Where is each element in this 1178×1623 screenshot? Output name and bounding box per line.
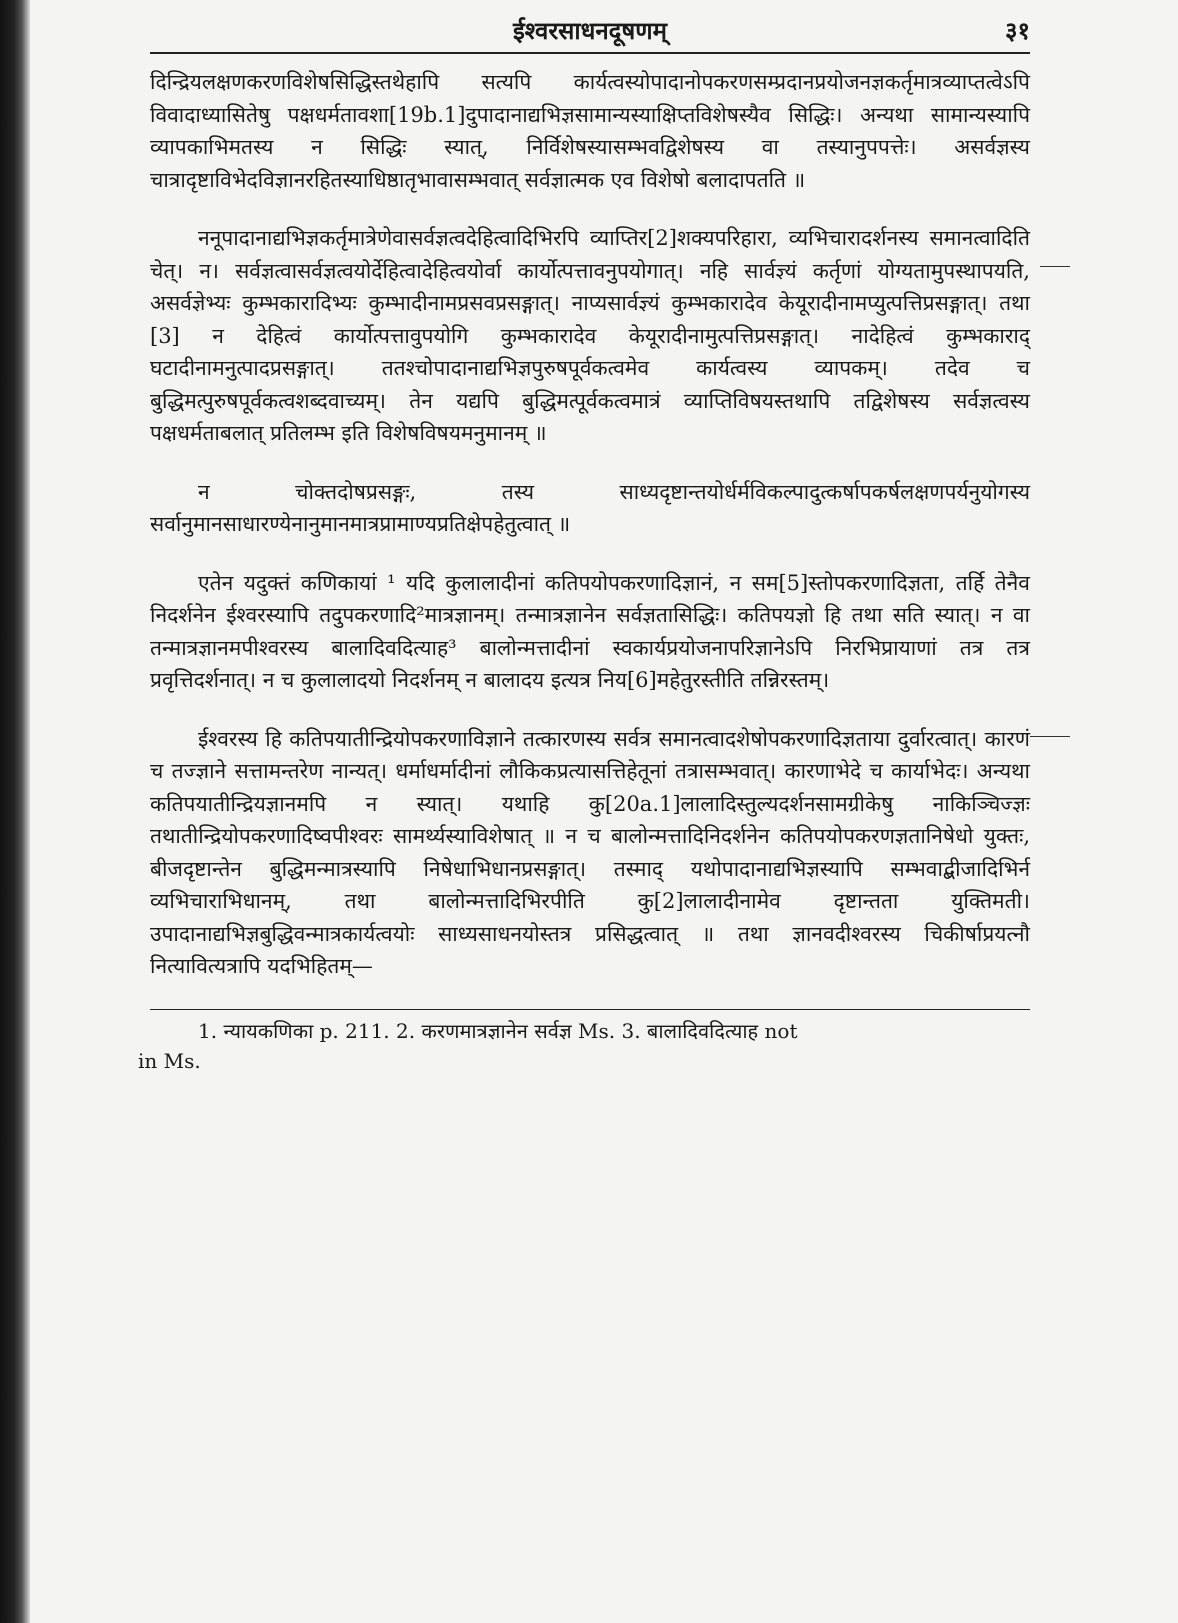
paragraph-2: ननूपादानाद्यभिज्ञकर्तृमात्रेणेवासर्वज्ञत्वदेहित्वादिभिरपि व्याप्तिर[2]शक्यपरिहारा, व्यभिचारादर्शनस्य समानत्वादिति चेत्। न। सर्वज्ञत्वासर्वज्ञत्वयोर्देहित्वादेहित्वयोर्वा कार्योत्पत्तावनुपयोगात्। नहि सार्वज्ञ्यं कर्तृणां योग्यतामुपस्थापयति, असर्वज्ञेभ्यः कुम्भकारादिभ्यः कुम्भादीनामप्रसवप्रसङ्गात्। नाप्यसार्वज्ञ्यं कुम्भकारादेव केयूरादीनामप्युत्पत्तिप्रसङ्गात्। तथा [3] न देहित्वं कार्योत्पत्तावुपयोगि कुम्भकारादेव केयूरादीनामुत्पत्तिप्रसङ्गात्। नादेहित्वं कुम्भकाराद् घटादीनामनुत्पादप्रसङ्गात्। ततश्चोपादानाद्यभिज्ञपुरुषपूर्वकत्वमेव कार्यत्वस्य व्यापकम्। तदेव च बुद्धिमत्पुरुषपूर्वकत्वशब्दवाच्यम्। तेन यद्यपि बुद्धिमत्पूर्वकत्वमात्रं व्याप्तिविषयस्तथापि तद्विशेषस्य सर्वज्ञत्वस्य पक्षधर्मताबलात् प्रतिलम्भ इति विशेषविषयमनुमानम् ॥ (150, 226, 1030, 445)
footnote-line-1: 1. न्यायकणिका p. 211. 2. करणमात्रज्ञानेन सर्वज्ञ Ms. 3. बालादिवदित्याह not (198, 1018, 798, 1043)
page-header (150, 8, 1030, 54)
page-body (150, 66, 1030, 983)
paragraph-5: ईश्वरस्य हि कतिपयातीन्द्रियोपकरणाविज्ञाने तत्कारणस्य सर्वत्र समानत्वादशेषोपकरणादिज्ञताया दुर्वारत्वात्। कारणं च तज्ज्ञाने सत्तामन्तरेण नान्यत्। धर्माधर्मादीनां लौकिकप्रत्यासत्तिहेतूनां तत्रासम्भवात्। कारणाभेदे च कार्याभेदः। अन्यथा कतिपयातीन्द्रियज्ञानमपि न स्यात्। यथाहि कु[20a.1]लालादिस्तुल्यदर्शनसामग्रीकेषु नाकिञ्चिज्ज्ञः तथातीन्द्रियोपकरणादिष्वपीश्वरः सामर्थ्यस्याविशेषात् ॥ न च बालोन्मत्तादिनिदर्शनेन कतिपयोपकरणज्ञतानिषेधो युक्तः, बीजदृष्टान्तेन बुद्धिमन्मात्रस्यापि निषेधाभिधानप्रसङ्गात्। तस्माद् यथोपादानाद्यभिज्ञस्यापि सम्भवाद्बीजादिभिर्न व्यभिचाराभिधानम्, तथा बालोन्मत्तादिभिरपीति कु[2]लालादीनामेव दृष्टान्तता युक्तिमती। उपादानाद्यभिज्ञबुद्धिवन्मात्रकार्यत्वयोः साध्यसाधनयोस्तत्र प्रसिद्धत्वात् ॥ तथा ज्ञानवदीश्वरस्य चिकीर्षाप्रयत्नौ नित्यावित्यत्रापि यदभिहितम्— (150, 726, 1030, 978)
scan-edge-shadow (0, 0, 30, 1623)
paragraph-4: एतेन यदुक्तं कणिकायां ¹ यदि कुलालादीनां कतिपयोपकरणादिज्ञानं, न सम[5]स्तोपकरणादिज्ञता, तर्हि तेनैव निदर्शनेन ईश्वरस्यापि तदुपकरणादि²मात्रज्ञानम्। तन्मात्रज्ञानेन सर्वज्ञतासिद्धिः। कतिपयज्ञो हि तथा सति स्यात्। न वा तन्मात्रज्ञानमपीश्वरस्य बालादिवदित्याह³ बालोन्मत्तादीनां स्वकार्यप्रयोजनापरिज्ञानेऽपि निरभिप्रायाणां तत्र तत्र प्रवृत्तिदर्शनात्। न च कुलालादयो निदर्शनम् न बालादय इत्यत्र निय[6]महेतुरस्तीति तन्निरस्तम्। (150, 570, 1030, 692)
margin-mark (1030, 736, 1070, 737)
running-title: ईश्वरसाधनदूषणम् (513, 16, 667, 45)
footnote-divider (150, 1009, 1030, 1010)
page-number: ३१ (1005, 16, 1030, 45)
paragraph-3: न चोक्तदोषप्रसङ्गः, तस्य साध्यदृष्टान्तयोर्धर्मविकल्पादुत्कर्षापकर्षलक्षणपर्यनुयोगस्य सर्वानुमानसाधारण्येनानुमानमात्रप्रामाण्यप्रतिक्षेपहेतुत्वात् ॥ (150, 479, 1030, 536)
footnotes (138, 1016, 1030, 1076)
book-page (138, 8, 1030, 1076)
footnote-line-2: in Ms. (138, 1048, 201, 1073)
margin-mark (1040, 266, 1070, 267)
paragraph-1: दिन्द्रियलक्षणकरणविशेषसिद्धिस्तथेहापि सत्यपि कार्यत्वस्योपादानोपकरणसम्प्रदानप्रयोजनज्ञकर्तृमात्रव्याप्तत्वेऽपि विवादाध्यासितेषु पक्षधर्मतावशा[19b.1]दुपादानाद्यभिज्ञसामान्यस्याक्षिप्तविशेषस्यैव सिद्धिः। अन्यथा सामान्यस्यापि व्यापकाभिमतस्य न सिद्धिः स्यात्, निर्विशेषस्यासम्भवद्विशेषस्य वा तस्यानुपपत्तेः। असर्वज्ञस्य चात्रादृष्टाविभेदविज्ञानरहितस्याधिष्ठातृभावासम्भवात् सर्वज्ञात्मक एव विशेषो बलादापतति ॥ (150, 70, 1030, 192)
